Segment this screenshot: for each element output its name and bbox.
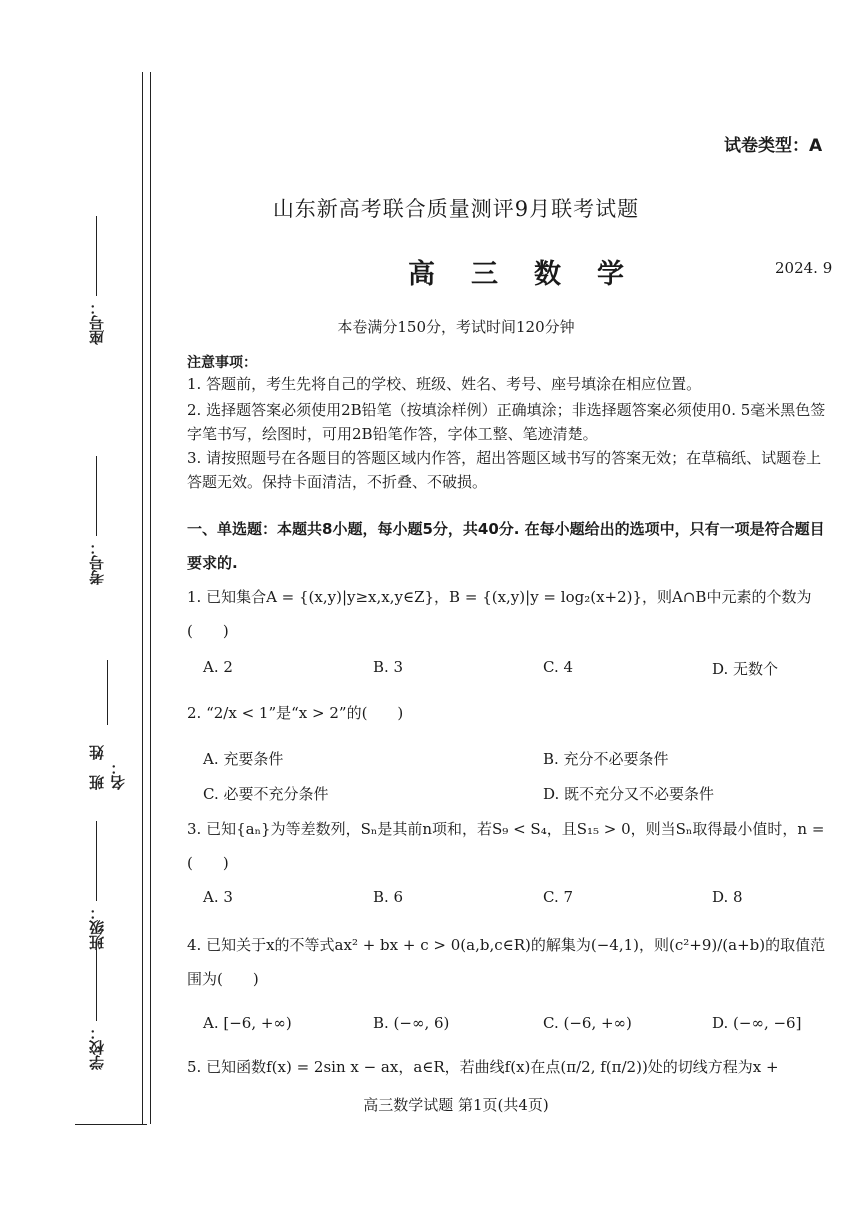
question-2-option-a[interactable]: A. 充要条件	[203, 750, 284, 768]
question-4-option-c[interactable]: C. (−6, +∞)	[543, 1014, 632, 1032]
exam-title: 山东新高考联合质量测评9月联考试题	[272, 197, 640, 221]
question-5-stem: 5. 已知函数f(x) = 2sin x − ax，a∈R，若曲线f(x)在点(π/2, f(π/2))处的切线方程为x +	[187, 1058, 779, 1076]
question-3-option-d[interactable]: D. 8	[712, 888, 743, 906]
name-blank[interactable]	[106, 660, 108, 725]
paper-type: 试卷类型：A	[724, 136, 823, 156]
question-2-stem: 2. “2/x < 1”是“x > 2”的( )	[187, 704, 404, 722]
notice-item-3: 3. 请按照题号在各题目的答题区域内作答，超出答题区域书写的答案无效；在草稿纸、试题卷上答题无效。保持卡面清洁，不折叠、不破损。	[187, 449, 822, 491]
school-label: 学校：	[88, 1025, 106, 1070]
exam-number-field[interactable]	[86, 455, 107, 585]
name-label: 班 姓名：	[88, 745, 127, 790]
score-time-info: 本卷满分150分，考试时间120分钟	[337, 318, 575, 336]
subject-title: 高三数学	[408, 259, 660, 290]
question-3-option-c[interactable]: C. 7	[543, 888, 574, 906]
binding-line-inner	[150, 72, 151, 1124]
class-blank[interactable]	[96, 821, 98, 901]
question-2-option-d[interactable]: D. 既不充分又不必要条件	[543, 785, 715, 803]
exam-number-blank[interactable]	[96, 456, 98, 536]
notice-item-1: 1. 答题前，考生先将自己的学校、班级、姓名、考号、座号填涂在相应位置。	[187, 375, 702, 393]
question-4-option-d[interactable]: D. (−∞, −6]	[712, 1014, 802, 1032]
notice-item-2: 2. 选择题答案必须使用2B铅笔（按填涂样例）正确填涂；非选择题答案必须使用0. 5毫米黑色签字笔书写，绘图时，可用2B铅笔作答，字体工整、笔迹清楚。	[187, 401, 826, 443]
question-2-option-c[interactable]: C. 必要不充分条件	[203, 785, 329, 803]
question-1-option-b[interactable]: B. 3	[373, 658, 404, 676]
question-4-option-b[interactable]: B. (−∞, 6)	[373, 1014, 450, 1032]
question-3-option-b[interactable]: B. 6	[373, 888, 404, 906]
question-1-option-c[interactable]: C. 4	[543, 658, 574, 676]
seat-number-label: 座号：	[88, 300, 106, 345]
seat-number-blank[interactable]	[96, 216, 98, 296]
notice-heading: 注意事项：	[187, 355, 257, 371]
exam-number-label: 考号：	[88, 540, 106, 585]
school-field[interactable]	[86, 940, 107, 1070]
question-2-option-b[interactable]: B. 充分不必要条件	[543, 750, 669, 768]
question-1-stem: 1. 已知集合A = {(x,y)|y≥x,x,y∈Z}，B = {(x,y)|y = log₂(x+2)}，则A∩B中元素的个数为( )	[187, 588, 812, 640]
question-4-option-a[interactable]: A. [−6, +∞)	[203, 1014, 292, 1032]
question-3-stem: 3. 已知{aₙ}为等差数列，Sₙ是其前n项和，若S₉ < S₄，且S₁₅ > 0，则当Sₙ取得最小值时，n = ( )	[187, 820, 825, 872]
name-field[interactable]	[86, 660, 128, 790]
section-heading: 一、单选题：本题共8小题，每小题5分，共40分. 在每小题给出的选项中，只有一项是符合题目要求的.	[187, 520, 825, 572]
class-label: 班级：	[88, 905, 106, 950]
binding-bottom-rule	[75, 1124, 147, 1125]
question-3-option-a[interactable]: A. 3	[203, 888, 233, 906]
exam-date: 2024. 9	[775, 259, 833, 277]
page-footer: 高三数学试题 第1页(共4页)	[363, 1096, 549, 1114]
question-4-stem: 4. 已知关于x的不等式ax² + bx + c > 0(a,b,c∈R)的解集为(−4,1)，则(c²+9)/(a+b)的取值范围为( )	[187, 936, 826, 988]
question-1-option-d[interactable]: D. 无数个	[712, 660, 779, 678]
question-1-option-a[interactable]: A. 2	[203, 658, 233, 676]
school-blank[interactable]	[96, 941, 98, 1021]
binding-line	[142, 72, 143, 1124]
class-field[interactable]	[86, 810, 107, 950]
